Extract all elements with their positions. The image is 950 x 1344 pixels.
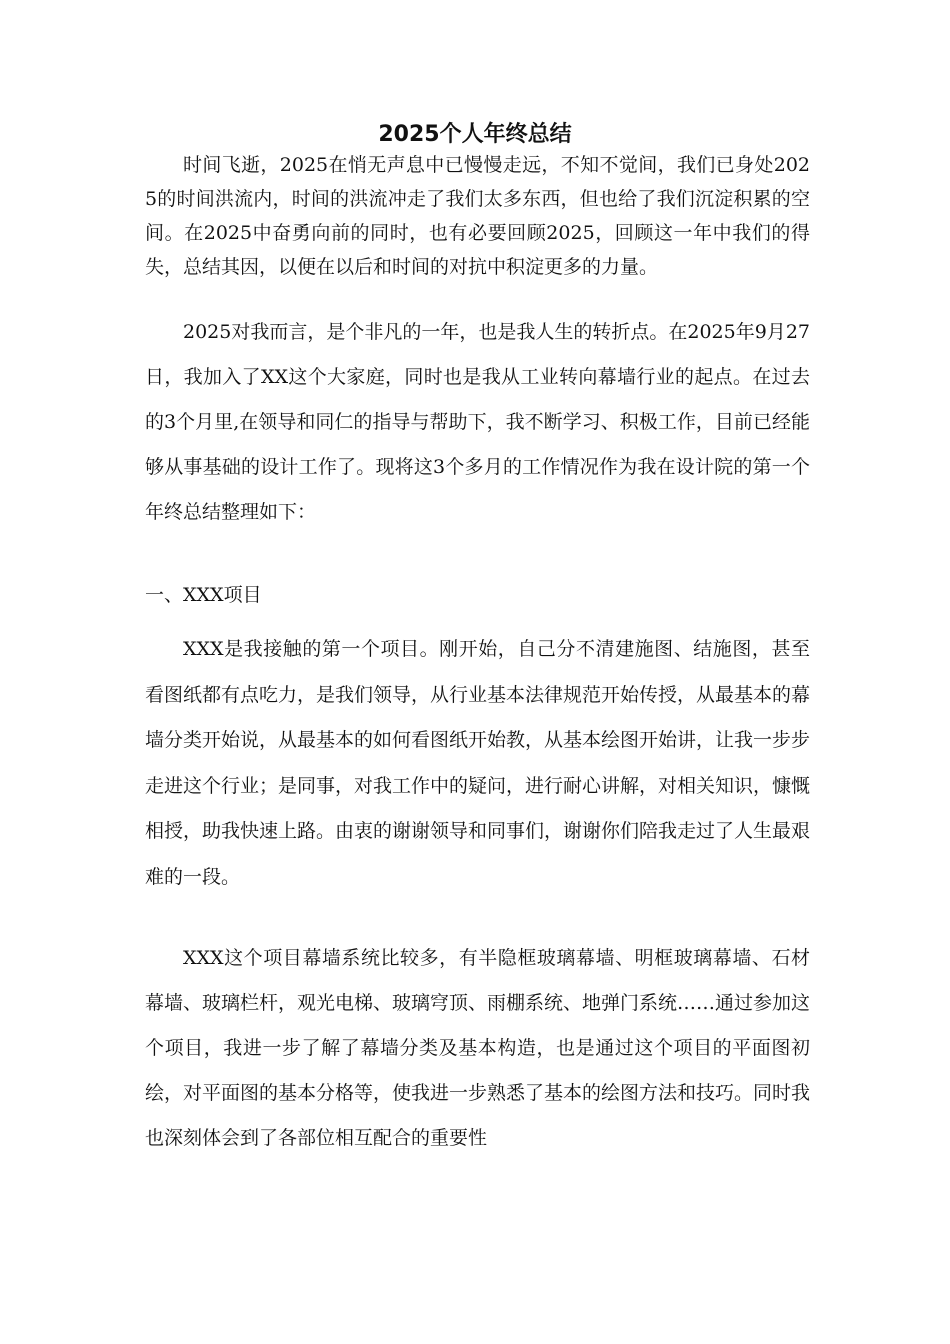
section-heading: 一、XXX项目 (145, 584, 262, 606)
paragraph-turning-point: 2025对我而言，是个非凡的一年，也是我人生的转折点。在2025年9月27日，我加入了XX这个大家庭，同时也是我从工业转向幕墙行业的起点。在过去的3个月里,在领导和同仁的指导与帮助下，我不断学习、积极工作，目前已经能够从事基础的设计工作了。现将这3个多月的工作情况作为我在设计院的第一个年终总结整理如下： (145, 321, 810, 523)
paragraph-project-systems: XXX这个项目幕墙系统比较多，有半隐框玻璃幕墙、明框玻璃幕墙、石材幕墙、玻璃栏杆，观光电梯、玻璃穹顶、雨棚系统、地弹门系统……通过参加这个项目，我进一步了解了幕墙分类及基本构造，也是通过这个项目的平面图初绘，对平面图的基本分格等，使我进一步熟悉了基本的绘图方法和技巧。同时我也深刻体会到了各部位相互配合的重要性 (145, 947, 811, 1149)
document-title: 2025个人年终总结 (378, 122, 572, 147)
paragraph-intro: 时间飞逝，2025在悄无声息中已慢慢走远，不知不觉间，我们已身处2025的时间洪流内，时间的洪流冲走了我们太多东西，但也给了我们沉淀积累的空间。在2025中奋勇向前的同时，也有必要回顾2025，回顾这一年中我们的得失，总结其因，以便在以后和时间的对抗中积淀更多的力量。 (145, 154, 810, 278)
paragraph-first-project: XXX是我接触的第一个项目。刚开始，自己分不清建施图、结施图，甚至看图纸都有点吃力，是我们领导，从行业基本法律规范开始传授，从最基本的幕墙分类开始说，从最基本的如何看图纸开始教，从基本绘图开始讲，让我一步步走进这个行业；是同事，对我工作中的疑问，进行耐心讲解，对相关知识，慷慨相授，助我快速上路。由衷的谢谢领导和同事们，谢谢你们陪我走过了人生最艰难的一段。 (145, 638, 811, 888)
